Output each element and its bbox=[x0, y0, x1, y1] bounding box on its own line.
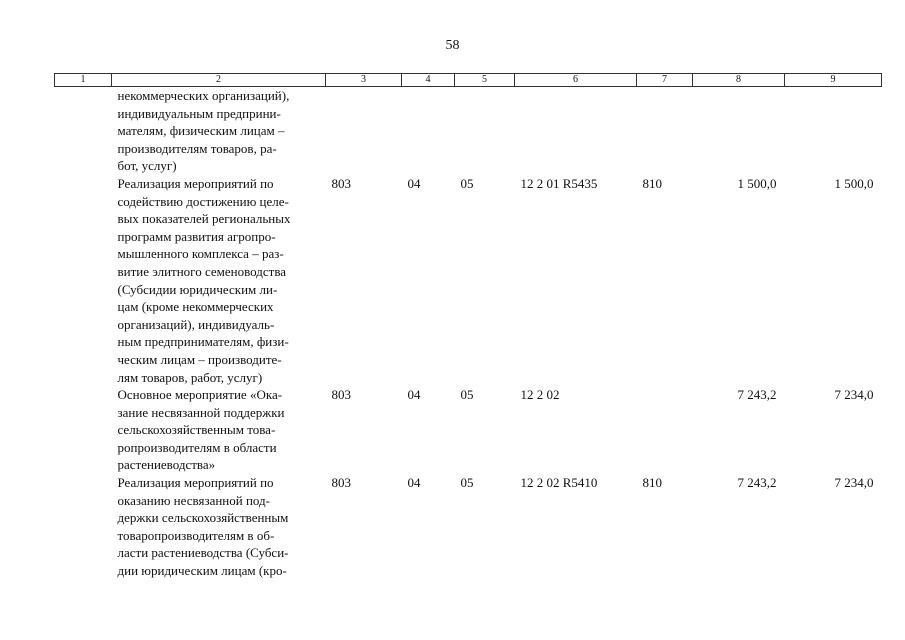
admin-code-cell bbox=[326, 87, 402, 175]
description-cell bbox=[112, 87, 326, 175]
description-line: содействию достижению целе- bbox=[117, 193, 289, 209]
header-col-9: 9 bbox=[785, 74, 882, 87]
expense-type-cell bbox=[637, 87, 693, 175]
description-line: (Субсидии юридическим ли- bbox=[117, 281, 278, 297]
section-cell bbox=[402, 87, 455, 175]
description-line: товаропроизводителям в об- bbox=[117, 527, 275, 543]
admin-code-cell: 803 bbox=[331, 475, 351, 491]
description-line: дии юридическим лицам (кро- bbox=[117, 563, 287, 579]
description-cell bbox=[112, 175, 326, 386]
subsection-cell bbox=[455, 87, 515, 175]
amount-col-8-cell: 7 243,2 bbox=[737, 475, 777, 491]
amount-col-8-cell: 7 243,2 bbox=[737, 387, 777, 403]
description-line: ческим лицам – производите- bbox=[117, 351, 282, 367]
description-line: Реализация мероприятий по bbox=[117, 175, 274, 191]
description-line: бот, услуг) bbox=[117, 158, 177, 174]
expense-type-cell: 810 bbox=[642, 475, 662, 491]
row-number-cell bbox=[55, 474, 112, 580]
description-line: витие элитного семеноводства bbox=[117, 263, 287, 279]
table-header bbox=[55, 74, 882, 87]
expense-type-cell: 810 bbox=[642, 175, 662, 191]
description-line: зание несвязанной поддержки bbox=[117, 404, 285, 420]
header-col-5: 5 bbox=[455, 74, 515, 87]
section-cell: 04 bbox=[407, 475, 421, 491]
header-col-8: 8 bbox=[693, 74, 785, 87]
table-row bbox=[55, 175, 882, 386]
description-line: цам (кроме некоммерческих bbox=[117, 299, 274, 315]
description-line: некоммерческих организаций), bbox=[117, 88, 290, 103]
description-line: ропроизводителям в области bbox=[117, 439, 277, 455]
table-row bbox=[55, 87, 882, 175]
description-line: оказанию несвязанной под- bbox=[117, 492, 270, 508]
description-line: сельскохозяйственным това- bbox=[117, 422, 276, 438]
budget-table bbox=[54, 73, 882, 580]
amount-col-9-cell: 7 234,0 bbox=[834, 475, 874, 491]
amount-col-8-cell bbox=[693, 87, 785, 175]
table-row bbox=[55, 386, 882, 474]
description-line: вых показателей региональных bbox=[117, 211, 291, 227]
table-row bbox=[55, 474, 882, 580]
target-article-cell: 12 2 01 R5435 bbox=[520, 175, 598, 191]
target-article-cell bbox=[515, 87, 637, 175]
description-line: лям товаров, работ, услуг) bbox=[117, 369, 263, 385]
row-number-cell bbox=[55, 175, 112, 386]
header-col-6: 6 bbox=[515, 74, 637, 87]
description-line: мышленного комплекса – раз- bbox=[117, 246, 284, 262]
description-line: мателям, физическим лицам – bbox=[117, 123, 285, 139]
header-col-7: 7 bbox=[637, 74, 693, 87]
subsection-cell: 05 bbox=[460, 175, 474, 191]
description-line: ным предпринимателям, физи- bbox=[117, 334, 289, 350]
row-number-cell bbox=[55, 386, 112, 474]
description-line: держки сельскохозяйственным bbox=[117, 510, 289, 526]
description-line: индивидуальным предприни- bbox=[117, 105, 281, 121]
amount-col-9-cell bbox=[785, 87, 882, 175]
header-col-3: 3 bbox=[326, 74, 402, 87]
subsection-cell: 05 bbox=[460, 387, 474, 403]
page-number: 58 bbox=[445, 38, 460, 53]
description-line: программ развития агропро- bbox=[117, 228, 276, 244]
amount-col-9-cell: 1 500,0 bbox=[834, 175, 874, 191]
description-line: растениеводства» bbox=[117, 457, 216, 473]
section-cell: 04 bbox=[407, 175, 421, 191]
description-line: организаций), индивидуаль- bbox=[117, 316, 275, 332]
description-line: производителям товаров, ра- bbox=[117, 140, 277, 156]
row-number-cell bbox=[55, 87, 112, 175]
header-col-2: 2 bbox=[112, 74, 326, 87]
description-line: Реализация мероприятий по bbox=[117, 475, 274, 491]
description-line: Основное мероприятие «Ока- bbox=[117, 387, 283, 403]
admin-code-cell: 803 bbox=[331, 175, 351, 191]
subsection-cell: 05 bbox=[460, 475, 474, 491]
description-cell bbox=[112, 386, 326, 474]
admin-code-cell: 803 bbox=[331, 387, 351, 403]
expense-type-cell bbox=[637, 386, 693, 474]
description-cell bbox=[112, 474, 326, 580]
header-col-1: 1 bbox=[55, 74, 112, 87]
description-line: ласти растениеводства (Субси- bbox=[117, 545, 289, 561]
section-cell: 04 bbox=[407, 387, 421, 403]
header-row bbox=[55, 74, 882, 87]
amount-col-9-cell: 7 234,0 bbox=[834, 387, 874, 403]
header-col-4: 4 bbox=[402, 74, 455, 87]
amount-col-8-cell: 1 500,0 bbox=[737, 175, 777, 191]
target-article-cell: 12 2 02 R5410 bbox=[520, 475, 598, 491]
target-article-cell: 12 2 02 bbox=[520, 387, 560, 403]
table-body bbox=[55, 87, 882, 580]
